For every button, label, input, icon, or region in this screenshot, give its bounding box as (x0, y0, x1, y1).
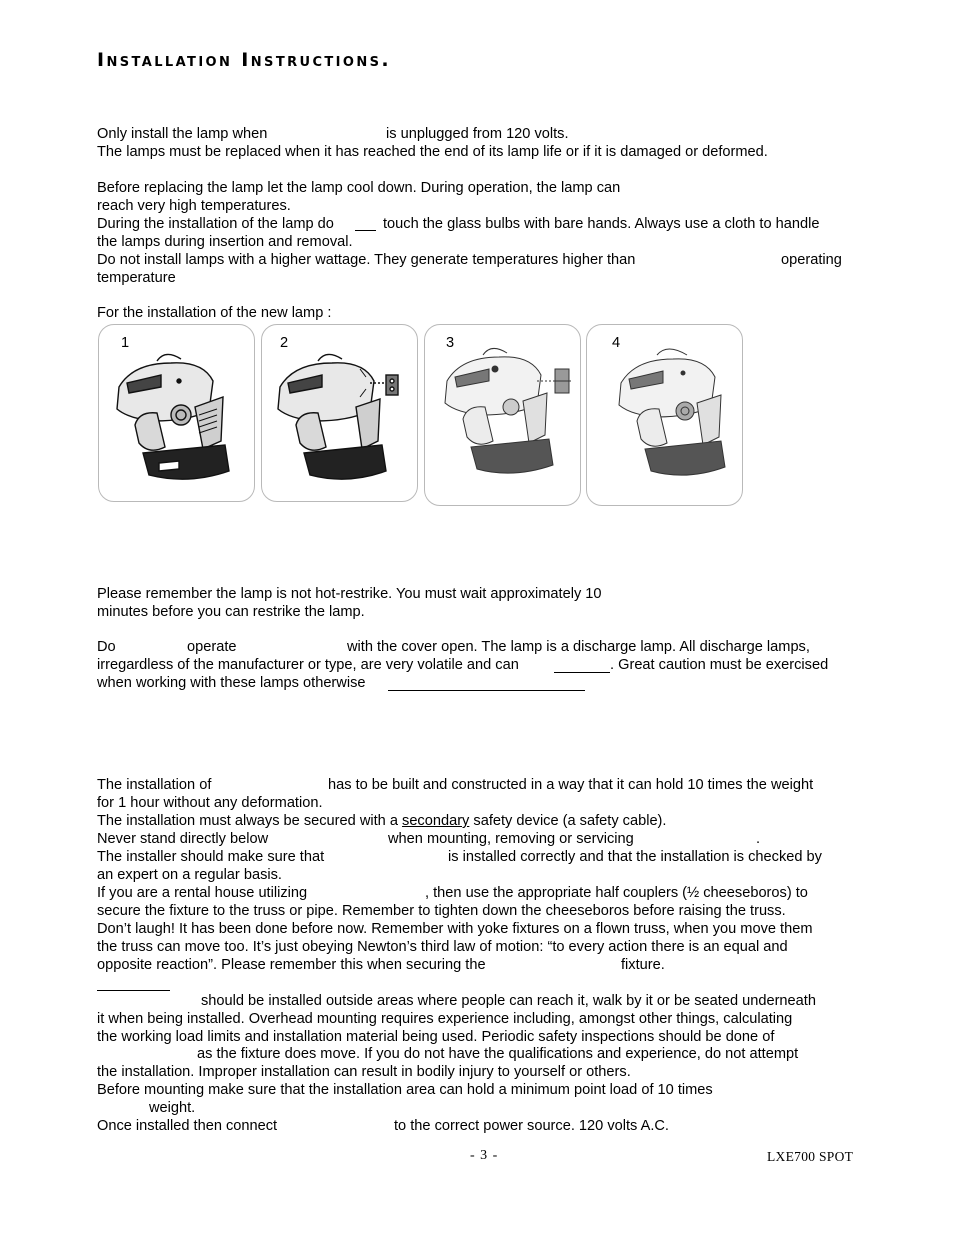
moving-head-lamp-insertion-icon (425, 325, 582, 507)
lamp-text-line-5 (97, 215, 820, 233)
lamp-text-line-4: reach very high temperatures. (97, 198, 291, 214)
lamp-text-line-1 (97, 125, 569, 143)
text-segment: is unplugged from 120 volts. (386, 126, 569, 142)
step-number: 2 (280, 335, 289, 351)
step-panel-1 (98, 324, 255, 502)
text-segment: when working with these lamps otherwise (97, 675, 366, 691)
text-segment: safety device (a safety cable). (473, 813, 667, 829)
text-segment: opposite reaction”. Please remember this when securing the (97, 957, 486, 973)
mounting-text-line-4 (97, 830, 761, 848)
lamp-text-line-2: The lamps must be replaced when it has reached the end of its lamp life or if it is damaged or deformed. (97, 144, 768, 160)
mounting-text-line-6: an expert on a regular basis. (97, 867, 282, 883)
mounting-text-line-5 (97, 848, 822, 866)
lamp-text-line-6: the lamps during insertion and removal. (97, 234, 353, 250)
lamp-text-line-3: Before replacing the lamp let the lamp cool down. During operation, the lamp can (97, 180, 621, 196)
underline-rule (355, 230, 376, 231)
overhead-text-line-6: Before mounting make sure that the installation area can hold a minimum point load of 10 times (97, 1082, 713, 1098)
text-segment: The installer should make sure that (97, 849, 325, 865)
text-segment: touch the glass bulbs with bare hands. Always use a cloth to handle (383, 216, 820, 232)
text-segment: operate (187, 639, 237, 655)
overhead-text-line-8 (97, 1117, 669, 1135)
overhead-text-line-5: the installation. Improper installation can result in bodily injury to yourself or others. (97, 1064, 631, 1080)
step-number: 4 (612, 335, 621, 351)
text-segment: operating (781, 252, 842, 268)
text-segment: The installation must always be secured with a (97, 813, 398, 829)
lamp-text-line-7 (97, 251, 842, 269)
text-segment: Once installed then connect (97, 1118, 278, 1134)
restrike-text-line-1: Please remember the lamp is not hot-restrike. You must wait approximately 10 (97, 586, 602, 602)
restrike-text-line-3 (97, 638, 810, 656)
mounting-text-line-11 (97, 956, 665, 974)
underline-rule (554, 672, 610, 673)
overhead-text-line-7: weight. (149, 1100, 196, 1116)
text-segment: Do (97, 639, 116, 655)
text-segment: when mounting, removing or servicing (388, 831, 634, 847)
restrike-text-line-5 (97, 674, 366, 692)
text-segment: , then use the appropriate half couplers (½ cheeseboros) to (425, 885, 808, 901)
moving-head-fixture-reassembled-icon (587, 325, 744, 507)
mounting-text-line-10: the truss can move too. It’s just obeying Newton’s third law of motion: “to every action there is an equal and (97, 939, 788, 955)
step-panel-2 (261, 324, 418, 502)
text-segment: Do not install lamps with a higher wattage. They generate temperatures higher than (97, 252, 636, 268)
text-segment: . Great caution must be exercised (610, 657, 829, 673)
step-number: 1 (121, 335, 130, 351)
restrike-text-line-2: minutes before you can restrike the lamp. (97, 604, 365, 620)
page-number: - 3 - (470, 1148, 499, 1163)
step-panel-3 (424, 324, 581, 506)
page-title: Installation Instructions. (97, 49, 392, 71)
overhead-text-line-1: should be installed outside areas where people can reach it, walk by it or be seated underneath (201, 993, 816, 1009)
step-number: 3 (446, 335, 455, 351)
restrike-text-line-4 (97, 656, 829, 674)
text-segment: If you are a rental house utilizing (97, 885, 308, 901)
text-segment: has to be built and constructed in a way that it can hold 10 times the weight (328, 777, 814, 793)
lamp-text-line-8: temperature (97, 270, 176, 286)
mounting-text-line-1 (97, 776, 814, 794)
overhead-text-line-3: the working load limits and installation material being used. Periodic safety inspections should be done of (97, 1029, 775, 1045)
text-segment: . (756, 831, 761, 847)
mounting-text-line-9: Don’t laugh! It has been done before now. Remember with yoke fixtures on a flown truss, when you move them (97, 921, 813, 937)
text-segment: fixture. (621, 957, 665, 973)
mounting-text-line-3 (97, 812, 666, 830)
text-segment: Only install the lamp when (97, 126, 268, 142)
text-segment: irregardless of the manufacturer or type, are very volatile and can (97, 657, 519, 673)
text-segment: Never stand directly below (97, 831, 269, 847)
text-segment: with the cover open. The lamp is a discharge lamp. All discharge lamps, (347, 639, 810, 655)
text-segment: During the installation of the lamp do (97, 216, 334, 232)
text-segment: to the correct power source. 120 volts A.C. (394, 1118, 669, 1134)
mounting-text-line-2: for 1 hour without any deformation. (97, 795, 323, 811)
step-panel-4 (586, 324, 743, 506)
text-segment: is installed correctly and that the installation is checked by (448, 849, 822, 865)
section-heading-underline (97, 990, 170, 991)
model-name: LXE700 SPOT (767, 1149, 854, 1164)
overhead-text-line-2: it when being installed. Overhead mounting requires experience including, amongst other things, calculating (97, 1011, 793, 1027)
text-segment: The installation of (97, 777, 212, 793)
mounting-text-line-7 (97, 884, 808, 902)
lamp-text-line-9: For the installation of the new lamp : (97, 305, 332, 321)
mounting-text-line-8: secure the fixture to the truss or pipe. Remember to tighten down the cheeseboros before raising the truss. (97, 903, 786, 919)
overhead-text-line-4: as the fixture does move. If you do not have the qualifications and experience, do not attempt (197, 1046, 799, 1062)
moving-head-fixture-icon (99, 325, 256, 503)
underline-rule (388, 690, 585, 691)
text-segment: secondary (402, 813, 470, 829)
moving-head-lamp-removal-icon (262, 325, 419, 503)
